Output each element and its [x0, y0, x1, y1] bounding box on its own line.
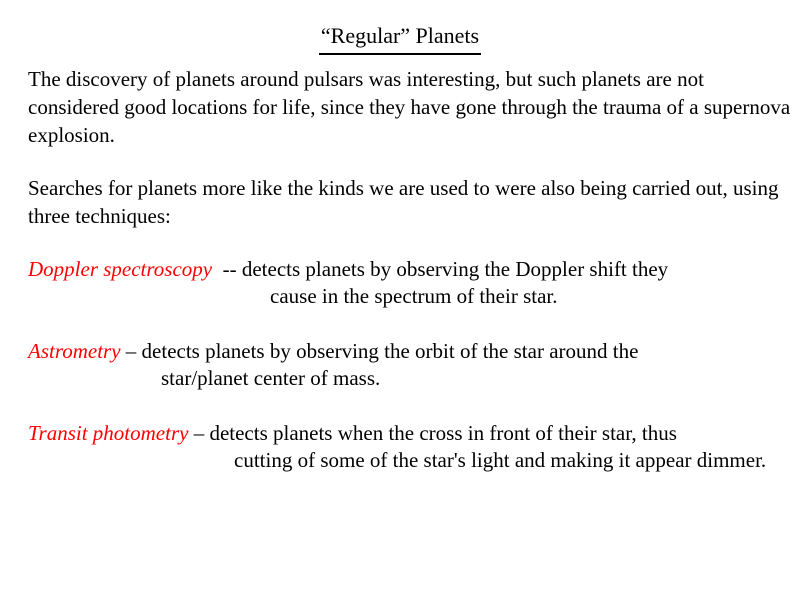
technique-transit-photometry: [28, 420, 794, 474]
technique-term: Transit photometry: [28, 421, 189, 445]
technique-term: Astrometry: [28, 339, 121, 363]
slide-title: [0, 22, 800, 55]
technique-first-line: [28, 257, 668, 281]
technique-separator: –: [188, 421, 210, 445]
technique-doppler: [28, 256, 668, 310]
technique-description-rest: star/planet center of mass.: [161, 366, 381, 390]
technique-first-line: [28, 339, 638, 363]
technique-description-rest: cutting of some of the star's light and making it appear dimmer.: [234, 448, 767, 472]
technique-term: Doppler spectroscopy: [28, 257, 213, 281]
technique-description-line1: detects planets by observing the orbit of the star around the: [141, 339, 639, 363]
technique-separator: --: [212, 257, 242, 281]
technique-separator: –: [120, 339, 142, 363]
technique-description-line1: detects planets by observing the Doppler shift they: [241, 257, 669, 281]
technique-astrometry: [28, 338, 638, 392]
slide-title-text: “Regular” Planets: [319, 22, 481, 55]
technique-description-rest: cause in the spectrum of their star.: [270, 284, 558, 308]
technique-first-line: [28, 421, 677, 445]
intro-paragraph: The discovery of planets around pulsars was interesting, but such planets are not considered good locations for life, since they have gone through the trauma of a supernova explosion.: [28, 67, 791, 147]
technique-description-line1: detects planets when the cross in front of their star, thus: [209, 421, 677, 445]
searches-paragraph: Searches for planets more like the kinds we are used to were also being carried out, using three techniques:: [28, 176, 779, 228]
